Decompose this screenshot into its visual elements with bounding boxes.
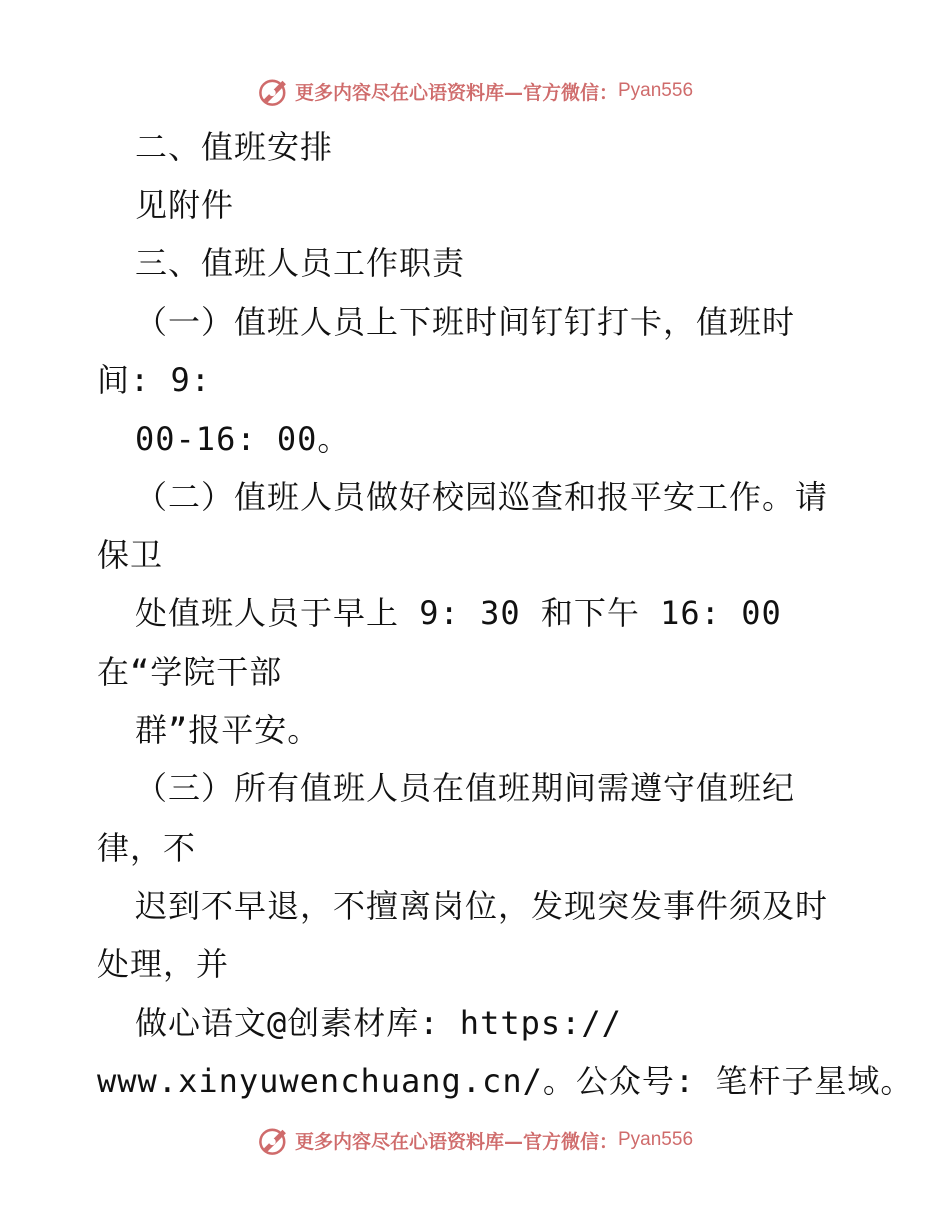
footer-watermark bbox=[0, 1120, 950, 1160]
paragraph-line: 律，不 bbox=[97, 829, 197, 867]
paragraph-line: 保卫 bbox=[97, 536, 164, 574]
paragraph-line: （三）所有值班人员在值班期间需遵守值班纪 bbox=[135, 769, 796, 807]
paragraph-line: 见附件 bbox=[135, 186, 235, 224]
paragraph-line: 迟到不早退，不擅离岗位，发现突发事件须及时 bbox=[135, 887, 829, 925]
watermark-contact: Pyan556 bbox=[618, 1129, 694, 1150]
paragraph-line: 处值班人员于早上 9: 30 和下午 16: 00 bbox=[135, 594, 782, 632]
watermark-contact: Pyan556 bbox=[618, 80, 694, 101]
paragraph-line: 处理，并 bbox=[97, 945, 230, 983]
paragraph-line: 00-16: 00。 bbox=[135, 420, 351, 458]
section-heading-duty-responsibilities: 三、值班人员工作职责 bbox=[135, 244, 466, 282]
watermark-text: 更多内容尽在心语资料库—官方微信： bbox=[294, 1130, 618, 1153]
paragraph-line: （一）值班人员上下班时间钉钉打卡，值班时 bbox=[135, 303, 796, 341]
watermark-text: 更多内容尽在心语资料库—官方微信： bbox=[294, 81, 618, 104]
paragraph-line: 在“学院干部 bbox=[97, 653, 283, 691]
paragraph-line: 做心语文@创素材库: https:// bbox=[135, 1004, 622, 1042]
quill-logo-icon bbox=[257, 1123, 291, 1157]
section-heading-duty-arrangement: 二、值班安排 bbox=[135, 128, 334, 166]
paragraph-line: 间: 9: bbox=[97, 361, 212, 399]
paragraph-line: www.xinyuwenchuang.cn/。公众号: 笔杆子星域。 bbox=[97, 1062, 914, 1100]
paragraph-line: （二）值班人员做好校园巡查和报平安工作。请 bbox=[135, 478, 829, 516]
paragraph-line: 群”报平安。 bbox=[135, 711, 321, 749]
